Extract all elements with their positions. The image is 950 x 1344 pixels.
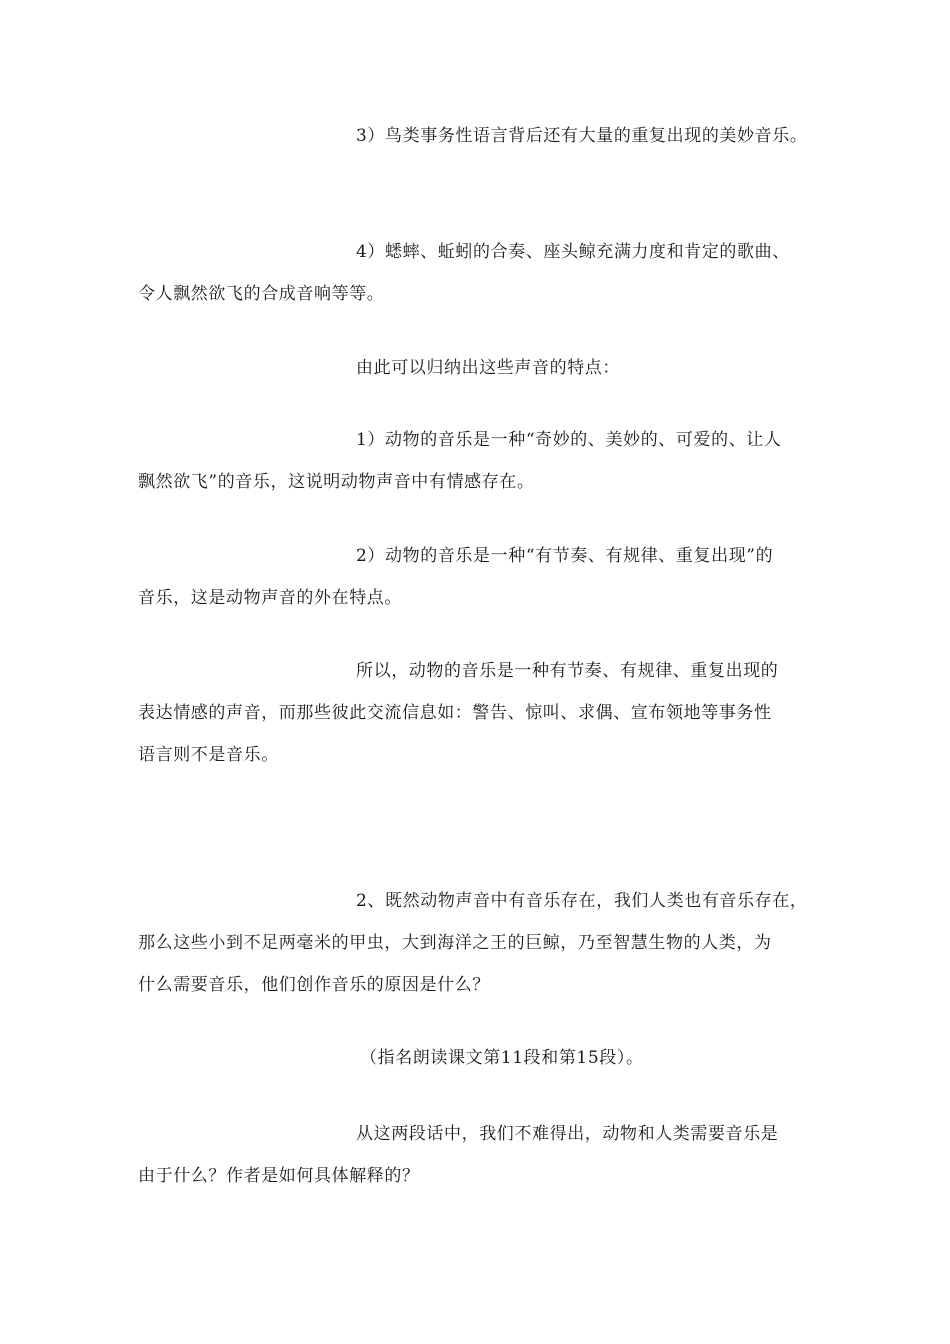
paragraph-line: 语言则不是音乐。	[138, 745, 279, 765]
paragraph-line: 1）动物的音乐是一种“奇妙的、美妙的、可爱的、让人	[356, 430, 782, 450]
paragraph-line: 从这两段话中，我们不难得出，动物和人类需要音乐是	[356, 1124, 779, 1144]
paragraph-reading-instruction	[138, 1037, 818, 1079]
paragraph-summary-intro	[138, 347, 818, 389]
paragraph-line: 表达情感的声音，而那些彼此交流信息如：警告、惊叫、求偶、宣布领地等事务性	[138, 703, 772, 723]
paragraph-line: 飘然欲飞”的音乐，这说明动物声音中有情感存在。	[138, 472, 535, 492]
paragraph-line: 令人飘然欲飞的合成音响等等。	[138, 284, 385, 304]
paragraph-line: 由此可以归纳出这些声音的特点：	[356, 358, 620, 378]
paragraph-line: 什么需要音乐，他们创作音乐的原因是什么？	[138, 975, 490, 995]
paragraph-feature-2	[138, 535, 818, 619]
paragraph-cricket-whale	[138, 231, 818, 315]
paragraph-question-2	[138, 880, 818, 1006]
paragraph-line: 音乐，这是动物声音的外在特点。	[138, 588, 402, 608]
paragraph-line: 4）蟋蟀、蚯蚓的合奏、座头鲸充满力度和肯定的歌曲、	[356, 242, 790, 262]
paragraph-line: 所以，动物的音乐是一种有节奏、有规律、重复出现的	[356, 661, 779, 681]
paragraph-line: 那么这些小到不足两毫米的甲虫，大到海洋之王的巨鲸，乃至智慧生物的人类，为	[138, 933, 772, 953]
paragraph-conclusion	[138, 650, 818, 776]
paragraph-line: 由于什么？作者是如何具体解释的？	[138, 1166, 420, 1186]
paragraph-line: 2）动物的音乐是一种“有节奏、有规律、重复出现”的	[356, 546, 774, 566]
paragraph-feature-1	[138, 419, 818, 503]
paragraph-line: 2、既然动物声音中有音乐存在，我们人类也有音乐存在，	[356, 891, 808, 911]
paragraph-bird-music	[138, 115, 818, 157]
paragraph-line: 3）鸟类事务性语言背后还有大量的重复出现的美妙音乐。	[356, 126, 808, 146]
paragraph-final-question	[138, 1113, 818, 1197]
paragraph-line: （指名朗读课文第11段和第15段）。	[360, 1048, 644, 1068]
